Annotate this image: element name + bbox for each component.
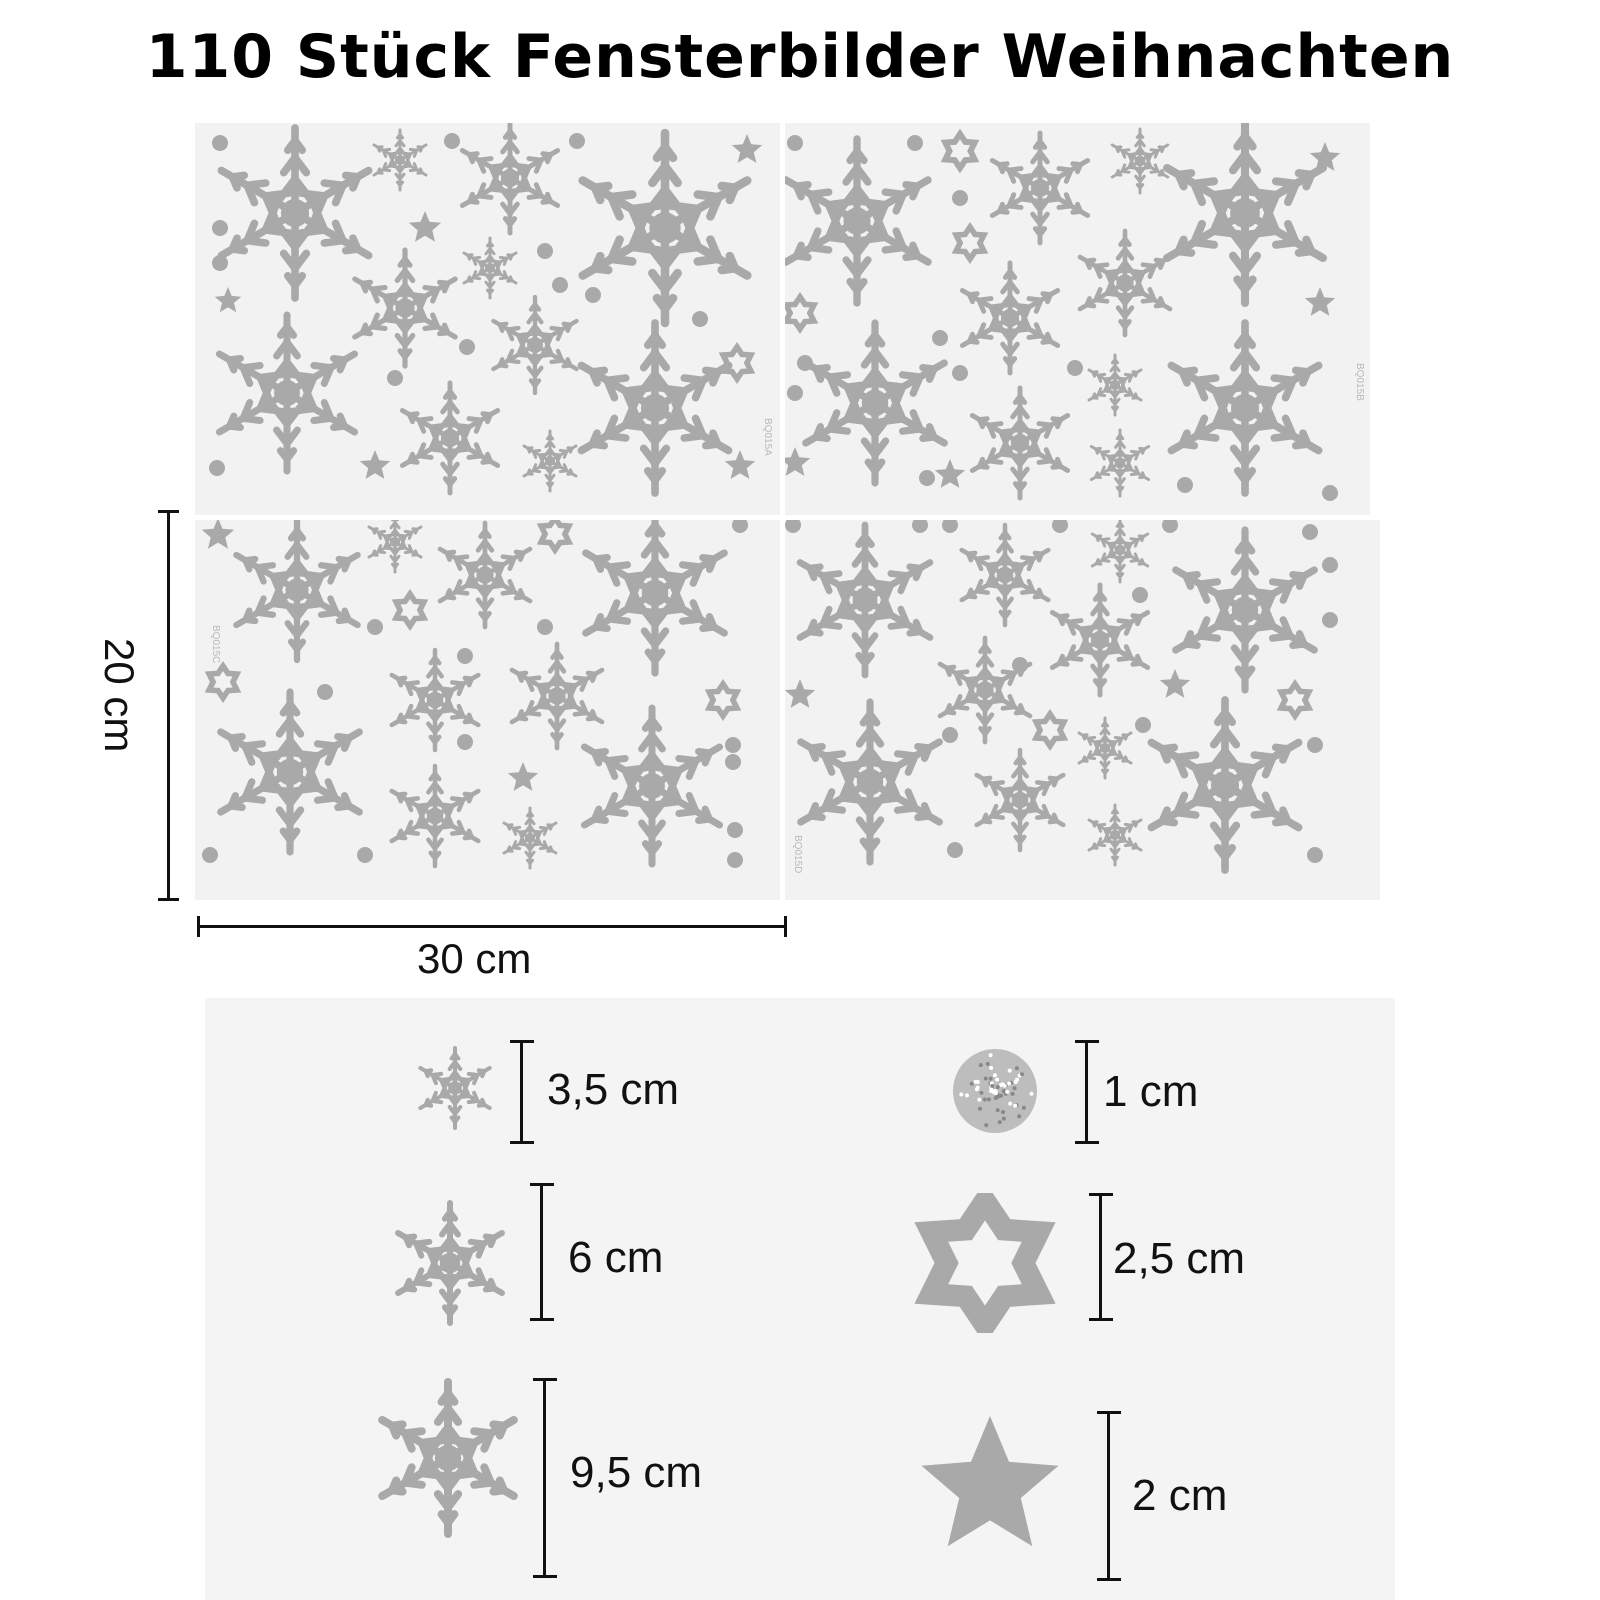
glitter-dot-icon — [947, 842, 963, 858]
snowflake-icon — [493, 297, 576, 393]
star-icon — [1160, 669, 1190, 698]
size-legend — [205, 998, 1395, 1600]
medium-snowflake-icon — [385, 1198, 515, 1328]
legend-label: 2 cm — [1132, 1471, 1228, 1520]
snowflake-icon — [1112, 129, 1167, 193]
glitter-dot-icon — [537, 243, 553, 259]
glitter-dot-icon — [1307, 737, 1323, 753]
snowflake-icon — [586, 520, 725, 673]
legend-item-hollow-star — [805, 1198, 1395, 1398]
hollow-star-icon — [709, 684, 737, 716]
snowflake-icon — [221, 128, 368, 298]
glitter-dot-icon — [725, 737, 741, 753]
glitter-dot-icon — [209, 460, 225, 476]
snowflake-icon — [1176, 530, 1315, 690]
legend-label: 2,5 cm — [1113, 1234, 1246, 1283]
snowflake-icon — [972, 388, 1067, 498]
sheet-code: BQ015A — [762, 418, 773, 456]
snowflake-icon — [1092, 520, 1147, 582]
legend-item-star — [805, 1398, 1395, 1600]
size-bracket — [1089, 1193, 1113, 1321]
size-bracket — [533, 1378, 557, 1578]
star-icon — [732, 134, 762, 163]
hollow-star-icon — [786, 297, 814, 329]
glitter-dot-icon — [457, 648, 473, 664]
sheet-a-stickers — [195, 123, 780, 515]
snowflake-icon — [236, 520, 357, 660]
snowflake-icon — [583, 133, 748, 323]
glitter-dot-icon — [1322, 557, 1338, 573]
star-icon — [915, 1408, 1065, 1558]
glitter-dot-icon — [1302, 524, 1318, 540]
snowflake-icon — [786, 139, 928, 303]
snowflake-icon — [977, 750, 1064, 850]
glitter-dot-icon — [952, 365, 968, 381]
height-label: 20 cm — [96, 638, 143, 753]
glitter-dot-icon — [942, 727, 958, 743]
star-icon — [725, 450, 755, 479]
sticker-sheet-b — [785, 123, 1370, 515]
snowflake-icon — [962, 525, 1049, 625]
snowflake-icon — [1167, 123, 1323, 303]
snowflake-icon — [512, 644, 602, 748]
glitter-dot-icon — [787, 135, 803, 151]
star-icon — [409, 211, 441, 242]
sheet-code: BQ015D — [792, 835, 803, 874]
snowflake-icon — [462, 123, 557, 233]
snowflake-icon — [524, 431, 576, 491]
hollow-star-icon — [541, 520, 569, 550]
snowflake-icon — [382, 1382, 514, 1534]
size-bracket — [510, 1040, 534, 1144]
glitter-dot-icon — [1177, 477, 1193, 493]
glitter-dot-icon — [787, 385, 803, 401]
hollow-star-icon — [1281, 684, 1309, 716]
glitter-dot-icon — [1307, 847, 1323, 863]
legend-item-large-snowflake — [205, 1398, 805, 1600]
size-bracket — [1075, 1040, 1099, 1144]
snowflake-icon — [1089, 805, 1141, 865]
glitter-dot-icon — [212, 255, 228, 271]
snowflake-icon — [355, 250, 455, 366]
snowflake-icon — [420, 1048, 489, 1128]
star-icon — [935, 459, 965, 488]
glitter-dot-icon — [725, 754, 741, 770]
snowflake-icon — [940, 638, 1030, 742]
hollow-star-icon — [723, 347, 751, 379]
dimension-cap — [158, 898, 179, 901]
snowflake-icon — [398, 1203, 502, 1323]
snowflake-icon — [219, 315, 354, 471]
hollow-star-icon — [396, 594, 424, 626]
legend-label: 3,5 cm — [547, 1065, 680, 1114]
star-icon — [202, 520, 234, 549]
snowflake-icon — [369, 520, 421, 572]
snowflake-icon — [504, 808, 556, 868]
glitter-dot-icon — [1067, 360, 1083, 376]
sheet-d-stickers — [785, 520, 1380, 900]
glitter-dot-icon — [942, 520, 958, 533]
glitter-dot-icon — [907, 135, 923, 151]
star-icon — [360, 450, 390, 479]
glitter-dot-icon — [912, 520, 928, 533]
glitter-dot-icon — [1322, 612, 1338, 628]
snowflake-icon — [221, 692, 360, 852]
glitter-dot-icon — [202, 847, 218, 863]
page-title: 110 Stück Fensterbilder Weihnachten — [145, 22, 1455, 92]
legend-label: 9,5 cm — [570, 1448, 703, 1497]
snowflake-icon — [392, 766, 479, 866]
glitter-dot-icon — [212, 220, 228, 236]
glitter-dot-icon — [357, 847, 373, 863]
glitter-dot-icon — [537, 619, 553, 635]
width-label: 30 cm — [417, 935, 532, 982]
snowflake-icon — [1091, 430, 1148, 496]
legend-label: 1 cm — [1103, 1067, 1199, 1116]
glitter-dot-icon — [1322, 485, 1338, 501]
snowflake-icon — [1089, 355, 1141, 415]
snowflake-icon — [992, 133, 1087, 243]
size-bracket — [1097, 1411, 1121, 1581]
large-snowflake-icon — [368, 1378, 528, 1538]
glitter-dot-icon — [727, 822, 743, 838]
size-bracket — [530, 1183, 554, 1321]
small-snowflake-icon — [405, 1038, 505, 1138]
glitter-dot-icon — [457, 734, 473, 750]
sticker-sheet-d — [785, 520, 1380, 900]
hollow-star-icon — [910, 1193, 1060, 1333]
snowflake-icon — [962, 263, 1057, 373]
snowflake-icon — [1171, 323, 1318, 493]
glitter-dot-icon — [732, 520, 748, 533]
glitter-dot-icon — [1135, 717, 1151, 733]
snowflake-icon — [584, 708, 719, 864]
glitter-dot-icon — [1132, 587, 1148, 603]
glitter-dot-icon — [212, 135, 228, 151]
star-icon — [508, 762, 538, 791]
glitter-dot-icon — [727, 852, 743, 868]
snowflake-icon — [581, 323, 728, 493]
snowflake-icon — [801, 702, 940, 862]
legend-label: 6 cm — [568, 1233, 664, 1282]
hollow-star-icon — [945, 134, 974, 168]
glitter-dot-icon — [459, 339, 475, 355]
snowflake-icon — [440, 523, 530, 627]
snowflake-icon — [806, 323, 945, 483]
snowflake-icon — [1079, 718, 1131, 778]
glitter-dot-icon — [785, 520, 801, 533]
sheet-b-stickers — [785, 123, 1370, 515]
snowflake-icon — [1151, 700, 1298, 870]
dimension-cap — [784, 916, 787, 937]
glitter-dot-icon — [569, 133, 585, 149]
glitter-dot-icon — [1052, 520, 1068, 533]
sticker-sheet-a — [195, 123, 780, 515]
legend-item-medium-snowflake — [205, 1198, 805, 1398]
legend-item-small-snowflake — [205, 998, 805, 1198]
snowflake-icon — [800, 525, 930, 675]
dimension-line — [197, 925, 787, 928]
glitter-dot-icon — [945, 1038, 1045, 1138]
sheet-code: BQ015C — [210, 625, 221, 664]
hollow-star-icon — [1036, 714, 1064, 746]
snowflake-icon — [402, 383, 497, 493]
snowflake-icon — [464, 238, 516, 298]
star-icon — [785, 447, 810, 476]
sheet-code: BQ015B — [1354, 363, 1365, 401]
dimension-line — [167, 510, 170, 900]
glitter-dot-icon — [1012, 657, 1028, 673]
glitter-dot-icon — [444, 133, 460, 149]
snowflake-icon — [1080, 231, 1170, 335]
glitter-dot-icon — [585, 287, 601, 303]
sheet-c-stickers — [195, 520, 780, 900]
hollow-star-icon — [956, 227, 984, 259]
glitter-dot-icon — [367, 619, 383, 635]
glitter-dot-icon — [387, 370, 403, 386]
star-icon — [215, 287, 242, 312]
glitter-dot-icon — [552, 277, 568, 293]
glitter-dot-icon — [952, 190, 968, 206]
glitter-dot-icon — [317, 684, 333, 700]
hollow-star-icon — [931, 1201, 1038, 1325]
glitter-dot-icon — [932, 330, 948, 346]
glitter-dot-icon — [797, 355, 813, 371]
glitter-dot-icon — [692, 311, 708, 327]
legend-item-glitter-dot — [805, 998, 1395, 1198]
snowflake-icon — [1052, 585, 1147, 695]
star-icon — [785, 679, 815, 708]
star-icon — [1305, 287, 1335, 316]
snowflake-icon — [374, 130, 426, 190]
glitter-dot-icon — [1162, 520, 1178, 533]
hollow-star-icon — [209, 666, 237, 698]
glitter-dot-icon — [919, 470, 935, 486]
star-icon — [922, 1416, 1059, 1546]
sticker-sheet-c — [195, 520, 780, 900]
height-dimension — [158, 510, 180, 903]
